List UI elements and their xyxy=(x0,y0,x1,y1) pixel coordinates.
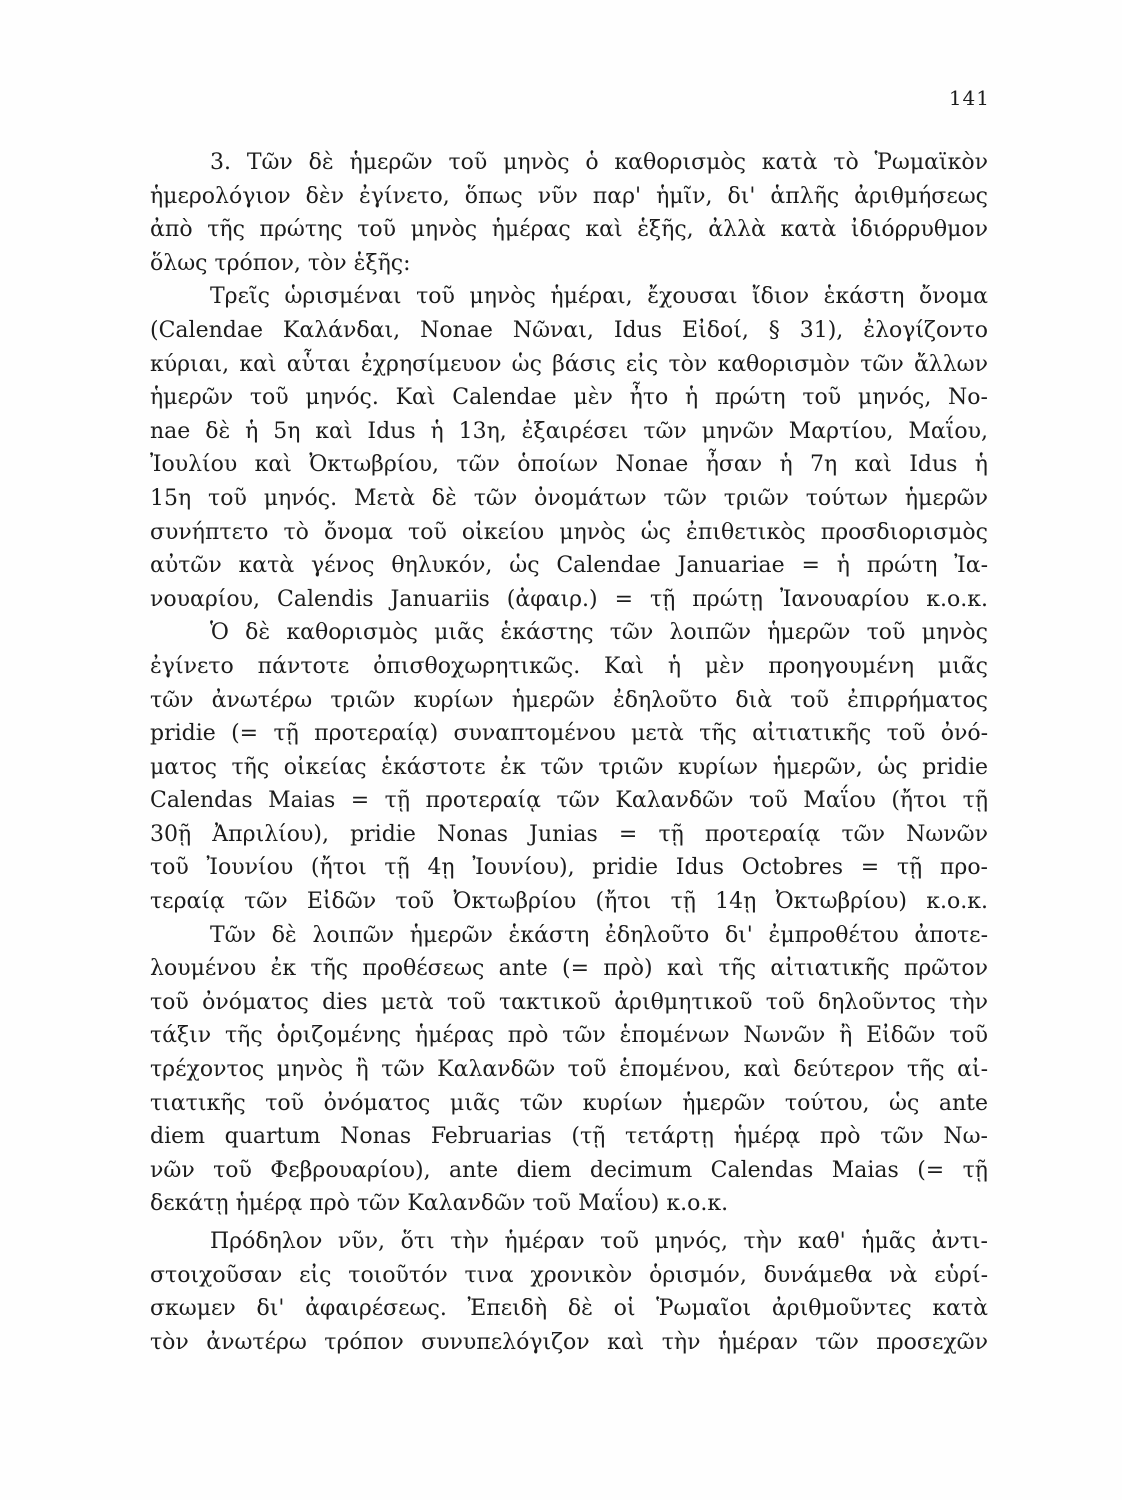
text-line: 15η τοῦ μηνός. Μετὰ δὲ τῶν ὀνομάτων τῶν τριῶν τούτων ἡμερῶν xyxy=(150,485,988,511)
paragraph-1 xyxy=(150,146,988,280)
text-line: τὸν ἀνωτέρω τρόπον συνυπελόγιζον καὶ τὴν ἡμέραν τῶν προσεχῶν xyxy=(150,1329,988,1355)
text-line: σκωμεν δι' ἀφαιρέσεως. Ἐπειδὴ δὲ οἱ Ῥωμαῖοι ἀριθμοῦντες κατὰ xyxy=(150,1296,988,1322)
text-line: τεραίᾳ τῶν Εἰδῶν τοῦ Ὀκτωβρίου (ἤτοι τῇ 14ῃ Ὀκτωβρίου) κ.ο.κ. xyxy=(150,889,988,915)
text-line: λουμένου ἐκ τῆς προθέσεως ante (= πρὸ) καὶ τῆς αἰτιατικῆς πρῶτον xyxy=(150,956,988,982)
paragraph-5 xyxy=(150,1225,988,1359)
text-line: δεκάτῃ ἡμέρᾳ πρὸ τῶν Καλανδῶν τοῦ Μαΐου) κ.ο.κ. xyxy=(150,1191,729,1217)
text-line: pridie (= τῇ προτεραίᾳ) συναπτομένου μετὰ τῆς αἰτιατικῆς τοῦ ὀνό- xyxy=(150,721,988,747)
text-line: τοῦ ὀνόματος dies μετὰ τοῦ τακτικοῦ ἀριθμητικοῦ τοῦ δηλοῦντος τὴν xyxy=(150,989,988,1015)
text-line: τάξιν τῆς ὁριζομένης ἡμέρας πρὸ τῶν ἑπομένων Νωνῶν ἢ Εἰδῶν τοῦ xyxy=(150,1023,988,1049)
text-line: nae δὲ ἡ 5η καὶ Idus ἡ 13η, ἐξαιρέσει τῶν μηνῶν Μαρτίου, Μαΐου, xyxy=(150,418,988,444)
text-line: αὐτῶν κατὰ γένος θηλυκόν, ὡς Calendae Januariae = ἡ πρώτη Ἰα- xyxy=(150,553,988,579)
text-line: (Calendae Καλάνδαι, Nonae Νῶναι, Idus Εἰδοί, § 31), ἐλογίζοντο xyxy=(150,317,988,343)
text-line: Ὁ δὲ καθορισμὸς μιᾶς ἑκάστης τῶν λοιπῶν ἡμερῶν τοῦ μηνὸς xyxy=(210,620,988,646)
text-line: diem quartum Nonas Februarias (τῇ τετάρτῃ ἡμέρᾳ πρὸ τῶν Νω- xyxy=(150,1124,988,1150)
text-line: ὅλως τρόπον, τὸν ἑξῆς: xyxy=(150,250,411,276)
paragraph-4 xyxy=(150,919,988,1221)
text-line: τιατικῆς τοῦ ὀνόματος μιᾶς τῶν κυρίων ἡμερῶν τούτου, ὡς ante xyxy=(150,1090,988,1116)
text-line: ἀπὸ τῆς πρώτης τοῦ μηνὸς ἡμέρας καὶ ἑξῆς, ἀλλὰ κατὰ ἰδιόρρυθμον xyxy=(150,217,988,243)
text-line: Τῶν δὲ λοιπῶν ἡμερῶν ἑκάστη ἐδηλοῦτο δι' ἐμπροθέτου ἀποτε- xyxy=(210,922,988,948)
text-line: νῶν τοῦ Φεβρουαρίου), ante diem decimum Calendas Maias (= τῇ xyxy=(150,1157,988,1183)
paragraph-3 xyxy=(150,616,988,918)
paragraph-2 xyxy=(150,280,988,616)
text-line: Calendas Maias = τῇ προτεραίᾳ τῶν Καλανδῶν τοῦ Μαΐου (ἤτοι τῇ xyxy=(150,788,988,814)
text-line: ματος τῆς οἰκείας ἑκάστοτε ἐκ τῶν τριῶν κυρίων ἡμερῶν, ὡς pridie xyxy=(150,754,988,780)
text-line: συνήπτετο τὸ ὄνομα τοῦ οἰκείου μηνὸς ὡς ἐπιθετικὸς προσδιορισμὸς xyxy=(150,519,988,545)
page-number: 141 xyxy=(948,86,990,110)
text-line: ἐγίνετο πάντοτε ὀπισθοχωρητικῶς. Καὶ ἡ μὲν προηγουμένη μιᾶς xyxy=(150,653,988,679)
text-line: Πρόδηλον νῦν, ὅτι τὴν ἡμέραν τοῦ μηνός, τὴν καθ' ἡμᾶς ἀντι- xyxy=(210,1229,988,1254)
text-line: ἡμερολόγιον δὲν ἐγίνετο, ὅπως νῦν παρ' ἡμῖν, δι' ἁπλῆς ἀριθμήσεως xyxy=(150,183,988,209)
text-line: κύριαι, καὶ αὗται ἐχρησίμευον ὡς βάσις εἰς τὸν καθορισμὸν τῶν ἄλλων xyxy=(150,351,988,377)
body-text xyxy=(150,146,988,1359)
text-line: στοιχοῦσαν εἰς τοιοῦτόν τινα χρονικὸν ὁρισμόν, δυνάμεθα νὰ εὑρί- xyxy=(150,1262,988,1288)
text-line: τρέχοντος μηνὸς ἢ τῶν Καλανδῶν τοῦ ἑπομένου, καὶ δεύτερον τῆς αἰ- xyxy=(150,1057,988,1083)
text-line: νουαρίου, Calendis Januariis (ἀφαιρ.) = τῇ πρώτῃ Ἰανουαρίου κ.ο.κ. xyxy=(150,586,988,612)
text-line: Ἰουλίου καὶ Ὀκτωβρίου, τῶν ὁποίων Nonae ἦσαν ἡ 7η καὶ Idus ἡ xyxy=(150,452,988,478)
text-line: 30ῇ Ἀπριλίου), pridie Nonas Junias = τῇ προτεραίᾳ τῶν Νωνῶν xyxy=(150,821,988,847)
text-line: Τρεῖς ὡρισμέναι τοῦ μηνὸς ἡμέραι, ἔχουσαι ἴδιον ἑκάστη ὄνομα xyxy=(210,284,988,310)
text-line: ἡμερῶν τοῦ μηνός. Καὶ Calendae μὲν ἦτο ἡ πρώτη τοῦ μηνός, No- xyxy=(150,385,988,411)
text-line: 3. Τῶν δὲ ἡμερῶν τοῦ μηνὸς ὁ καθορισμὸς κατὰ τὸ Ῥωμαϊκὸν xyxy=(210,150,988,175)
text-line: τοῦ Ἰουνίου (ἤτοι τῇ 4ῃ Ἰουνίου), pridie Idus Octobres = τῇ προ- xyxy=(150,855,988,881)
text-line: τῶν ἀνωτέρω τριῶν κυρίων ἡμερῶν ἐδηλοῦτο διὰ τοῦ ἐπιρρήματος xyxy=(150,687,988,713)
